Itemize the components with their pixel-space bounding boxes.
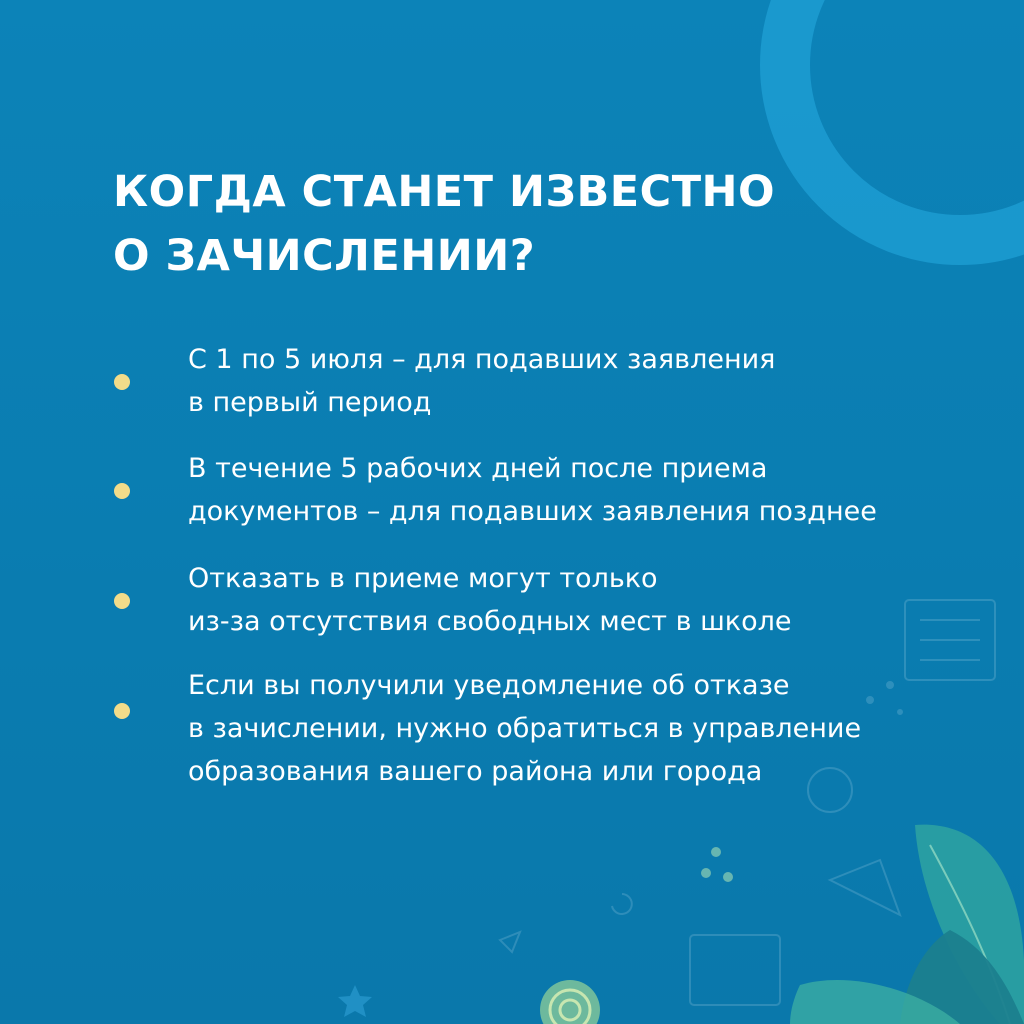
leaf-decoration <box>790 825 1024 1024</box>
school-doodles <box>500 600 995 1005</box>
list-item-line: Отказать в приеме могут только <box>188 563 658 594</box>
title-line: О ЗАЧИСЛЕНИИ? <box>113 231 536 281</box>
list-item-line: Если вы получили уведомление об отказе <box>188 670 790 701</box>
list-item-line: в первый период <box>188 387 432 418</box>
list-item <box>188 338 775 424</box>
snail-shell-icon <box>540 980 600 1024</box>
list-item-line: образования вашего района или города <box>188 756 763 787</box>
bullet-dot-icon <box>114 593 130 609</box>
list-item-line: из-за отсутствия свободных мест в школе <box>188 606 792 637</box>
bullet-dot-icon <box>114 703 130 719</box>
title-line: КОГДА СТАНЕТ ИЗВЕСТНО <box>113 167 776 217</box>
list-item <box>188 557 791 643</box>
list-item-line: документов – для подавших заявления позднее <box>188 496 877 527</box>
list-item <box>188 664 861 793</box>
page-title <box>113 160 853 288</box>
bullet-dot-icon <box>114 483 130 499</box>
star-icon <box>338 985 372 1017</box>
bullet-dot-icon <box>114 374 130 390</box>
list-item-line: В течение 5 рабочих дней после приема <box>188 453 768 484</box>
list-item-line: С 1 по 5 июля – для подавших заявления <box>188 344 776 375</box>
list-item <box>188 447 877 533</box>
list-item-line: в зачислении, нужно обратиться в управление <box>188 713 862 744</box>
